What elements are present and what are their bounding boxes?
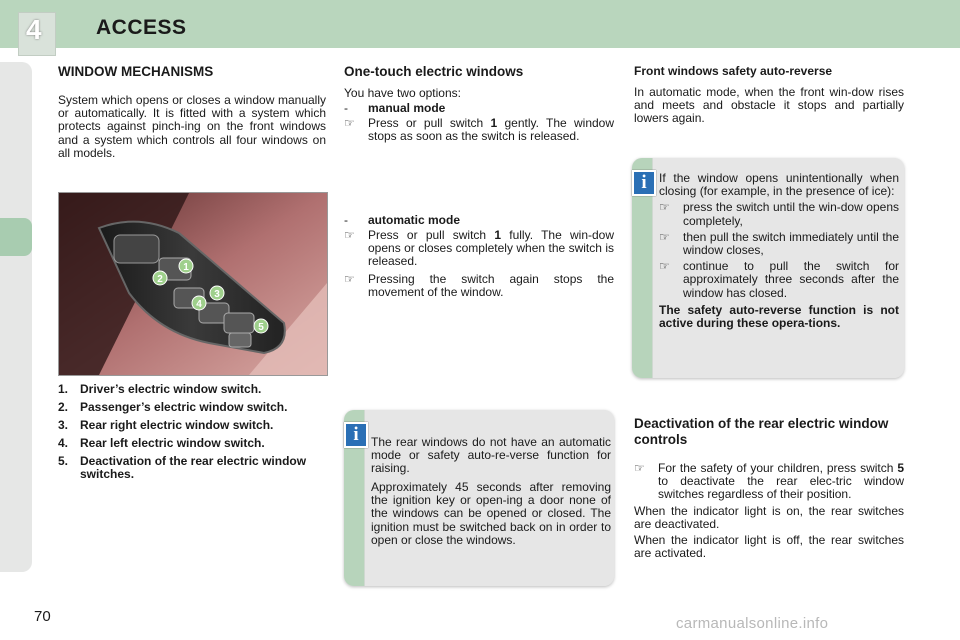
intro-text: System which opens or closes a window manually or automatically. It is fitted with a system which protects against pinch-ing on the front windows and a system which controls all four windows on all models.	[58, 93, 326, 160]
switch-legend-list	[58, 383, 326, 486]
list-item: 3. Rear right electric window switch.	[58, 418, 274, 432]
window-mechanisms-section	[58, 64, 326, 160]
info-text: The rear windows do not have an automatic mode or safety auto-re-verse function for raising.	[371, 435, 611, 476]
side-thumb-bar	[0, 62, 32, 572]
warning-text: The safety auto-reverse function is not active during these opera-tions.	[659, 302, 899, 331]
page-number: 70	[34, 608, 51, 625]
one-touch-section	[344, 64, 616, 144]
chapter-title: ACCESS	[96, 16, 187, 39]
pointing-hand-icon: ☞	[344, 271, 355, 286]
chapter-number: 4	[26, 14, 42, 45]
automatic-mode-title: - automatic mode	[344, 213, 461, 227]
options-intro: You have two options:	[344, 86, 461, 100]
photo-label-2: 2	[157, 274, 163, 285]
automatic-mode-bullet: ☞ Press or pull switch 1 fully. The win-dow opens or closes completely when the switch is released.	[344, 228, 614, 269]
photo-label-1: 1	[183, 262, 189, 273]
pointing-hand-icon: ☞	[659, 200, 670, 215]
pointing-hand-icon: ☞	[344, 116, 355, 131]
info-text: Approximately 45 seconds after removing the ignition key or open-ing a door none of the windows can be opened or closed. The ignition must be switched back on in order to open or close the windows.	[371, 480, 611, 547]
pointing-hand-icon: ☞	[634, 461, 645, 475]
door-switch-photo	[58, 192, 328, 376]
info-bullet: ☞ then pull the switch immediately until the window closes,	[659, 229, 899, 258]
info-bullet: ☞ continue to pull the switch for approximately three seconds after the window has closed.	[659, 259, 899, 300]
info-bullet: ☞ press the switch until the win-dow opens completely,	[659, 200, 899, 228]
indicator-off-text: When the indicator light is off, the rear switches are activated.	[634, 533, 904, 561]
pointing-hand-icon: ☞	[344, 228, 355, 242]
pointing-hand-icon: ☞	[659, 229, 670, 244]
door-window-switch-panel-icon	[59, 193, 327, 375]
list-item: 2. Passenger’s electric window switch.	[58, 400, 288, 414]
automatic-mode-block	[344, 212, 616, 299]
section-heading: One-touch electric windows	[344, 64, 524, 79]
pointing-hand-icon: ☞	[659, 259, 670, 274]
list-item: 5. Deactivation of the rear electric window switches.	[58, 454, 307, 481]
manual-mode-title: - manual mode	[344, 101, 446, 116]
photo-label-3: 3	[214, 289, 220, 300]
photo-label-4: 4	[196, 299, 202, 310]
auto-reverse-section	[634, 64, 904, 126]
auto-reverse-text: In automatic mode, when the front win-dow rises and meets and obstacle it stops and partially lowers again.	[634, 85, 904, 126]
info-icon: i	[632, 170, 656, 196]
auto-reverse-info-box	[632, 158, 904, 378]
side-thumb-accent	[0, 218, 32, 256]
watermark: carmanualsonline.info	[676, 615, 829, 632]
section-heading: Front windows safety auto-reverse	[634, 64, 833, 78]
deactivation-bullet: ☞ For the safety of your children, press switch 5 to deactivate the rear elec-tric window switches regardless of their position.	[634, 461, 904, 502]
info-icon: i	[344, 422, 368, 448]
info-text: If the window opens unintentionally when closing (for example, in the presence of ice):	[659, 171, 899, 199]
list-item: 4. Rear left electric window switch.	[58, 436, 265, 450]
section-heading: WINDOW MECHANISMS	[58, 64, 214, 79]
indicator-on-text: When the indicator light is on, the rear switches are deactivated.	[634, 503, 904, 531]
manual-mode-bullet: ☞ Press or pull switch 1 gently. The window stops as soon as the switch is released.	[344, 116, 615, 144]
automatic-mode-bullet: ☞ Pressing the switch again stops the movement of the window.	[344, 271, 614, 299]
section-heading: Deactivation of the rear electric window controls	[634, 416, 889, 447]
rear-windows-info-box	[344, 410, 614, 586]
photo-label-5: 5	[258, 322, 264, 333]
deactivation-section	[634, 416, 904, 560]
list-item: 1. Driver’s electric window switch.	[58, 382, 262, 396]
